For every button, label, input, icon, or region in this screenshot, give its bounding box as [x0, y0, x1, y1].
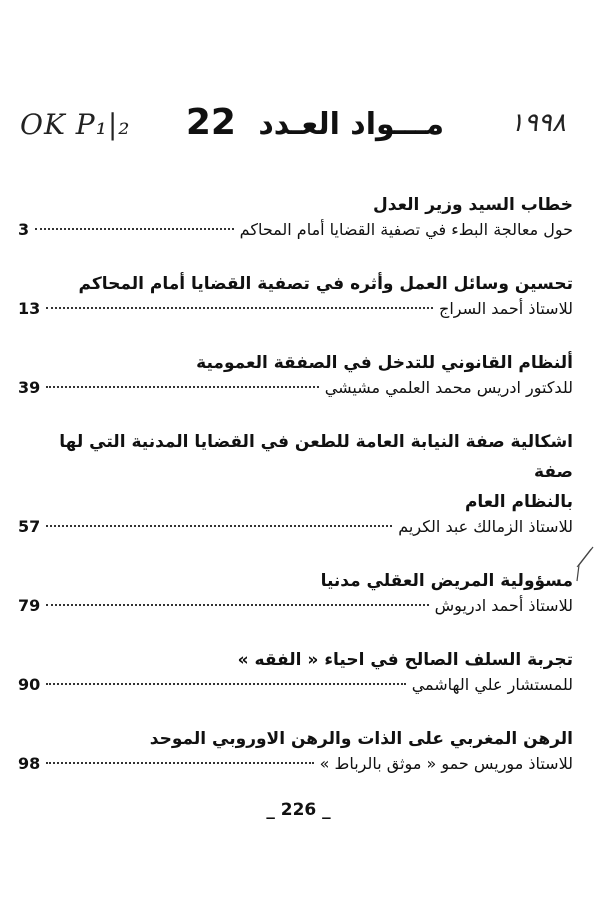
entry-page-number: 13 — [18, 299, 41, 318]
contents-entry — [18, 566, 573, 626]
contents-list — [18, 190, 573, 803]
entry-author-line — [18, 675, 573, 705]
entry-page-number: 3 — [18, 220, 30, 239]
entry-page-number: 57 — [18, 517, 41, 536]
header-title: مـــواد العـدد — [258, 107, 445, 142]
contents-entry — [18, 348, 573, 408]
entry-author: للدكتور ادريس محمد العلمي مشيشي — [324, 378, 573, 397]
entry-author-line — [18, 378, 573, 408]
entry-author: حول معالجة البطء في تصفية القضايا أمام المحاكم — [239, 220, 573, 239]
entry-author-line — [18, 220, 573, 250]
handwritten-year: ١٩٩٨ — [510, 108, 566, 138]
contents-entry — [18, 645, 573, 705]
dot-leader — [46, 525, 392, 527]
entry-author: للاستاذ أحمد ادريوش — [434, 596, 573, 615]
entry-author-line — [18, 517, 573, 547]
entry-author-line — [18, 754, 573, 784]
dot-leader — [46, 762, 313, 764]
pen-mark-icon — [575, 545, 595, 585]
entry-title: مسؤولية المريض العقلي مدنيا — [320, 571, 573, 591]
entry-title: بالنظام العام — [464, 492, 573, 512]
entry-author: للاستاذ موريس حمو « موثق بالرباط » — [319, 754, 573, 773]
dot-leader — [46, 386, 318, 388]
entry-author: للاستاذ الزمالك عبد الكريم — [398, 517, 573, 536]
contents-entry — [18, 190, 573, 250]
handwritten-note-left: OK P₁|₂ — [20, 108, 131, 141]
contents-entry — [18, 724, 573, 784]
entry-title: ألنظام القانوني للتدخل في الصفقة العمومية — [196, 353, 573, 373]
page-footer-number: _ 226 _ — [266, 800, 331, 820]
dot-leader — [46, 307, 433, 309]
entry-author-line — [18, 299, 573, 329]
entry-page-number: 90 — [18, 675, 41, 694]
entry-author: للمستشار علي الهاشمي — [411, 675, 573, 694]
dot-leader — [46, 604, 428, 606]
contents-entry — [18, 269, 573, 329]
entry-title: اشكالية صفة النيابة العامة للطعن في القضايا المدنية التي لها صفة — [59, 432, 573, 482]
entry-title: تحسين وسائل العمل وأثره في تصفية القضايا أمام المحاكم — [78, 274, 573, 294]
issue-header — [140, 102, 490, 143]
entry-title: الرهن المغربي على الذات والرهن الاوروبي الموحد — [149, 729, 573, 749]
entry-title: تجربة السلف الصالح في احياء « الفقه » — [237, 650, 573, 670]
issue-number: 22 — [185, 102, 236, 143]
entry-author: للاستاذ أحمد السراج — [438, 299, 573, 318]
entry-page-number: 39 — [18, 378, 41, 397]
contents-entry — [18, 427, 573, 547]
entry-author-line — [18, 596, 573, 626]
entry-page-number: 98 — [18, 754, 41, 773]
entry-title: خطاب السيد وزير العدل — [373, 195, 573, 215]
dot-leader — [46, 683, 405, 685]
dot-leader — [35, 228, 234, 230]
entry-page-number: 79 — [18, 596, 41, 615]
